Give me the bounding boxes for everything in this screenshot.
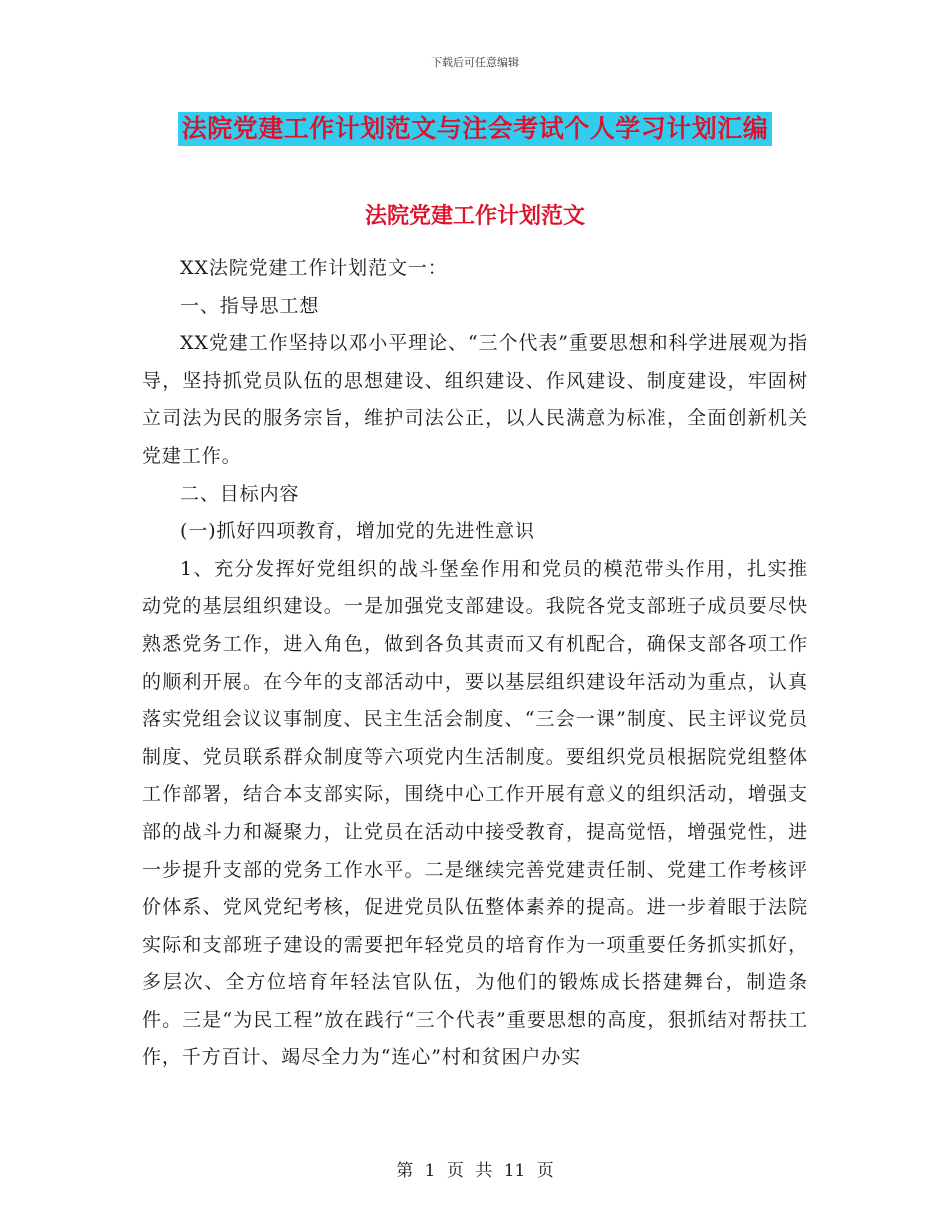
document-body xyxy=(142,250,808,1077)
paragraph-heading-four-educations: (一)抓好四项教育，增加党的先进性意识 xyxy=(180,520,535,543)
paragraph-heading-plan-one: XX法院党建工作计划范文一： xyxy=(180,257,448,279)
page-header-note: 下载后可任意编辑 xyxy=(431,56,519,69)
main-title-container xyxy=(0,112,950,146)
paragraph-guiding-thought: XX党建工作坚持以邓小平理论、“三个代表”重要思想和科学进展观为指导，坚持抓党员队伍的思想建设、组织建设、作风建设、制度建设，牢固树立司法为民的服务宗旨，维护司法公正，以人民满意为标准，全面创新机关党建工作。 xyxy=(142,332,808,467)
section-title: 法院党建工作计划范文 xyxy=(364,204,585,229)
page-number: 第 1 页 共 11 页 xyxy=(396,1161,554,1181)
paragraph-heading-goals: 二、目标内容 xyxy=(180,482,300,505)
paragraph-heading-guiding-thought: 一、指导思工想 xyxy=(180,294,320,317)
paragraph-item-one: 1、充分发挥好党组织的战斗堡垒作用和党员的模范带头作用，扎实推动党的基层组织建设。一是加强党支部建设。我院各党支部班子成员要尽快熟悉党务工作，进入角色，做到各负其责而又有机配合，确保支部各项工作的顺利开展。在今年的支部活动中，要以基层组织建设年活动为重点，认真落实党组会议议事制度、民主生活会制度、“三会一课”制度、民主评议党员制度、党员联系群众制度等六项党内生活制度。要组织党员根据院党组整体工作部署，结合本支部实际，围绕中心工作开展有意义的组织活动，增强支部的战斗力和凝聚力，让党员在活动中接受教育，提高觉悟，增强党性，进一步提升支部的党务工作水平。二是继续完善党建责任制、党建工作考核评价体系、党风党纪考核，促进党员队伍整体素养的提高。进一步着眼于法院实际和支部班子建设的需要把年轻党员的培育作为一项重要任务抓实抓好，多层次、全方位培育年轻法官队伍，为他们的锻炼成长搭建舞台，制造条件。三是“为民工程”放在践行“三个代表”重要思想的高度，狠抓结对帮扶工作，千方百计、竭尽全力为“连心”村和贫困户办实 xyxy=(142,557,808,1069)
main-title: 法院党建工作计划范文与注会考试个人学习计划汇编 xyxy=(178,112,773,146)
